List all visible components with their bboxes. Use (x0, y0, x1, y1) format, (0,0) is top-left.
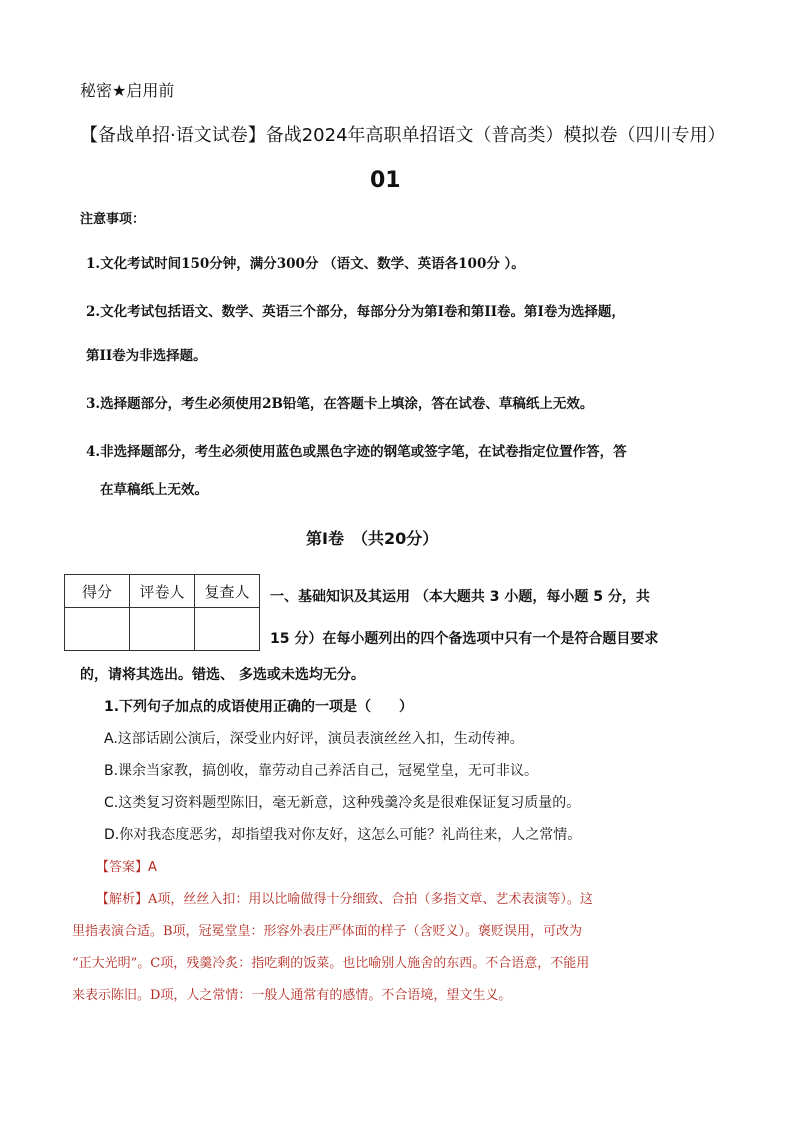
question-1-option-a: A.这部话剧公演后，深受业内好评，演员表演丝丝入扣，生动传神。 (104, 731, 524, 747)
answer-value: A (148, 860, 157, 875)
question-1-option-b: B.课余当家教，搞创收，靠劳动自己养活自己，冠冕堂皇，无可非议。 (104, 763, 539, 779)
notice-item-4: 4.非选择题部分，考生必须使用蓝色或黑色字迹的钢笔或签字笔，在试卷指定位置作答，答 (86, 444, 627, 460)
question-1-stem: 1.下列句子加点的成语使用正确的一项是（ ） (104, 699, 414, 715)
explanation-line-1: 【解析】A项，丝丝入扣：用以比喻做得十分细致、合拍（多指文章、艺术表演等）。这 (96, 892, 593, 907)
reviewer-cell[interactable] (195, 608, 260, 651)
exam-title: 【备战单招·语文试卷】备战2024年高职单招语文（普高类）模拟卷（四川专用） (80, 125, 726, 146)
explanation-line-4: 来表示陈旧。D项，人之常情：一般人通常有的感情。不合语境，望文生义。 (72, 988, 512, 1003)
explanation-line-2: 里指表演合适。B项，冠冕堂皇：形容外表庄严体面的样子（含贬义）。褒贬误用，可改为 (72, 924, 583, 939)
part1-heading-line3: 的，请将其选出。错选、 多选或未选均无分。 (80, 667, 365, 683)
answer-tag: 【答案】 (96, 860, 149, 875)
score-cell[interactable] (65, 608, 130, 651)
confidential-mark: 秘密★启用前 (80, 81, 175, 100)
notice-item-2: 2.文化考试包括语文、数学、英语三个部分，每部分分为第I卷和第II卷。第I卷为选择题， (86, 304, 625, 320)
notice-item-1: 1.文化考试时间150分钟，满分300分 （语文、数学、英语各100分 ）。 (86, 256, 525, 272)
notice-heading: 注意事项： (80, 212, 146, 227)
score-header: 得分 (65, 575, 130, 608)
grader-header: 评卷人 (130, 575, 195, 608)
question-1-option-d: D.你对我态度恶劣，却指望我对你友好，这怎么可能？礼尚往来，人之常情。 (104, 827, 582, 843)
exam-number: 01 (370, 168, 401, 193)
notice-item-3: 3.选择题部分，考生必须使用2B铅笔，在答题卡上填涂，答在试卷、草稿纸上无效。 (86, 396, 594, 412)
answer-line (96, 856, 157, 875)
notice-item-4-cont: 在草稿纸上无效。 (100, 482, 208, 498)
part1-heading-line1: 一、基础知识及其运用 （本大题共 3 小题，每小题 5 分，共 (270, 589, 650, 605)
section-title: 第Ⅰ卷 （共20分） (306, 529, 439, 548)
part1-heading-line2: 15 分）在每小题列出的四个备选项中只有一个是符合题目要求 (270, 631, 659, 647)
score-table (64, 574, 260, 651)
explanation-line-3: “正大光明”。C项，残羹冷炙：指吃剩的饭菜。也比喻别人施舍的东西。不合语意，不能用 (72, 956, 590, 971)
notice-item-2-cont: 第II卷为非选择题。 (86, 348, 207, 364)
question-1-option-c: C.这类复习资料题型陈旧，毫无新意，这种残羹冷炙是很难保证复习质量的。 (104, 795, 581, 811)
grader-cell[interactable] (130, 608, 195, 651)
reviewer-header: 复查人 (195, 575, 260, 608)
